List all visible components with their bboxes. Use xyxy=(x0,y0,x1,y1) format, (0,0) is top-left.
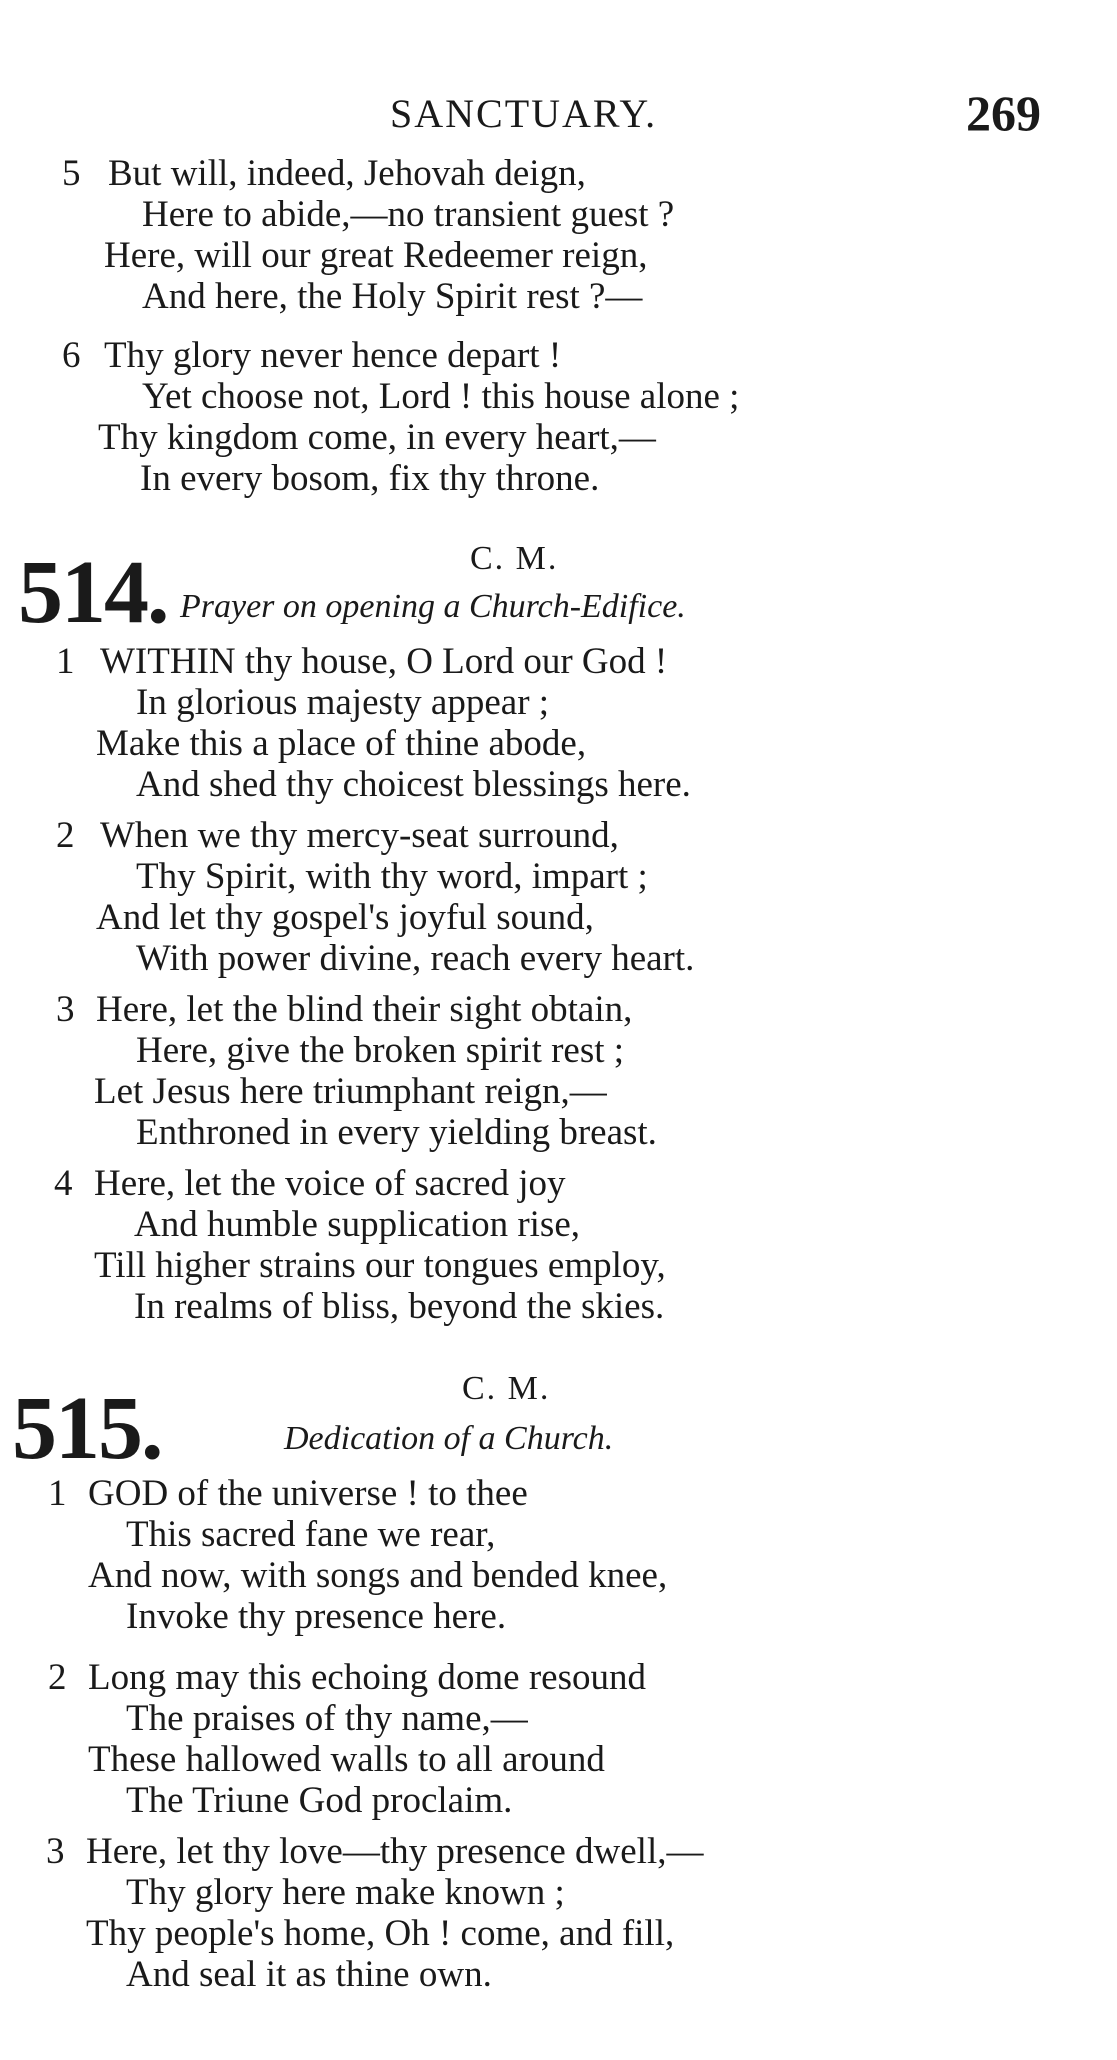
hymn-title-514: Prayer on opening a Church-Edifice. xyxy=(180,588,686,625)
verse-line: GOD of the universe ! to thee xyxy=(88,1473,528,1514)
verse-line: Long may this echoing dome resound xyxy=(88,1657,646,1698)
verse-line: Here, will our great Redeemer reign, xyxy=(104,235,648,276)
hymn-meter-514: C. M. xyxy=(470,540,559,577)
stanza-number: 1 xyxy=(56,641,75,682)
verse-line: Thy glory never hence depart ! xyxy=(104,335,562,376)
verse-line: The Triune God proclaim. xyxy=(126,1780,513,1821)
verse-line: Enthroned in every yielding breast. xyxy=(136,1112,657,1153)
verse-line: These hallowed walls to all around xyxy=(88,1739,605,1780)
hymn-number-515: 515. xyxy=(12,1379,162,1478)
verse-line: When we thy mercy-seat surround, xyxy=(100,815,619,856)
verse-line: This sacred fane we rear, xyxy=(126,1514,496,1555)
verse-line: And shed thy choicest blessings here. xyxy=(136,764,691,805)
verse-line: Here to abide,—no transient guest ? xyxy=(142,194,675,235)
verse-line: Thy glory here make known ; xyxy=(126,1872,565,1913)
hymn-title-515: Dedication of a Church. xyxy=(284,1420,614,1457)
verse-line: And here, the Holy Spirit rest ?— xyxy=(142,276,643,317)
verse-line: But will, indeed, Jehovah deign, xyxy=(108,153,586,194)
stanza-number: 2 xyxy=(48,1657,67,1698)
verse-line: Let Jesus here triumphant reign,— xyxy=(94,1071,607,1112)
verse-line: Thy Spirit, with thy word, impart ; xyxy=(136,856,648,897)
verse-line: And let thy gospel's joyful sound, xyxy=(96,897,594,938)
verse-line: Yet choose not, Lord ! this house alone ; xyxy=(142,376,740,417)
verse-line: Invoke thy presence here. xyxy=(126,1596,507,1637)
verse-line: With power divine, reach every heart. xyxy=(136,938,695,979)
verse-line: In realms of bliss, beyond the skies. xyxy=(134,1286,665,1327)
verse-line: And seal it as thine own. xyxy=(126,1954,492,1995)
stanza-number: 6 xyxy=(62,335,81,376)
verse-line: The praises of thy name,— xyxy=(126,1698,528,1739)
verse-line: Thy kingdom come, in every heart,— xyxy=(98,417,656,458)
verse-line: And humble supplication rise, xyxy=(134,1204,580,1245)
stanza-number: 1 xyxy=(48,1473,67,1514)
stanza-number: 3 xyxy=(56,989,75,1030)
verse-line: Thy people's home, Oh ! come, and fill, xyxy=(86,1913,675,1954)
verse-line: And now, with songs and bended knee, xyxy=(88,1555,668,1596)
hymn-meter-515: C. M. xyxy=(462,1370,551,1407)
verse-line: WITHIN thy house, O Lord our God ! xyxy=(100,641,668,682)
verse-line: In every bosom, fix thy throne. xyxy=(140,458,600,499)
verse-line: Till higher strains our tongues employ, xyxy=(94,1245,666,1286)
verse-line: Here, let the voice of sacred joy xyxy=(94,1163,566,1204)
verse-line: Make this a place of thine abode, xyxy=(96,723,587,764)
stanza-number: 4 xyxy=(54,1163,73,1204)
verse-line: Here, give the broken spirit rest ; xyxy=(136,1030,625,1071)
page-number: 269 xyxy=(966,85,1041,141)
verse-line: In glorious majesty appear ; xyxy=(136,682,550,723)
stanza-number: 5 xyxy=(62,153,81,194)
running-title: SANCTUARY. xyxy=(390,91,658,136)
hymn-number-514: 514. xyxy=(18,543,168,642)
stanza-number: 3 xyxy=(46,1831,65,1872)
verse-line: Here, let thy love—thy presence dwell,— xyxy=(86,1831,704,1872)
verse-line: Here, let the blind their sight obtain, xyxy=(96,989,633,1030)
stanza-number: 2 xyxy=(56,815,75,856)
page-header xyxy=(0,82,1117,142)
